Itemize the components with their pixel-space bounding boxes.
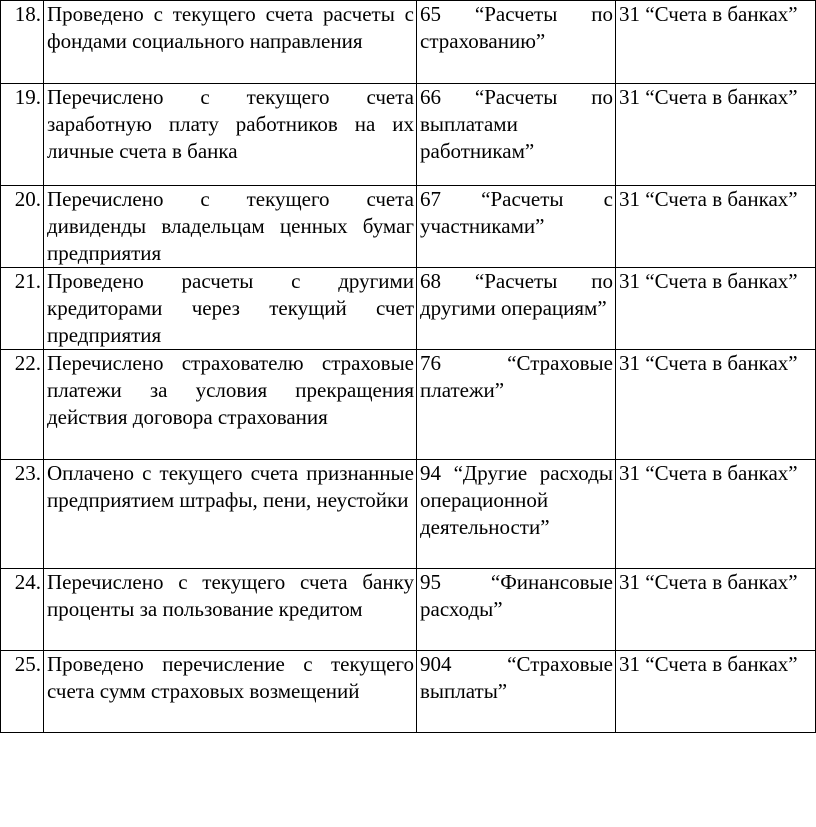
table-body: [1, 1, 816, 733]
credit-account: 31 “Счета в банках”: [616, 460, 816, 569]
credit-account: 31 “Счета в банках”: [616, 268, 816, 350]
table-row: [1, 350, 816, 460]
debit-account: 67 “Расчеты с участниками”: [417, 186, 616, 268]
operation-description: Перечислено с текущего счета дивиденды владельцам ценных бумаг предприятия: [44, 186, 417, 268]
operation-description: Перечислено с текущего счета банку проценты за пользование кредитом: [44, 569, 417, 651]
row-number: 19.: [1, 84, 44, 186]
row-number: 24.: [1, 569, 44, 651]
table-row: [1, 268, 816, 350]
row-number: 23.: [1, 460, 44, 569]
table-row: [1, 460, 816, 569]
debit-account: 65 “Расчеты по страхованию”: [417, 1, 616, 84]
row-number: 20.: [1, 186, 44, 268]
debit-account: 66 “Расчеты по выплатами работникам”: [417, 84, 616, 186]
credit-account: 31 “Счета в банках”: [616, 569, 816, 651]
operation-description: Перечислено с текущего счета заработную плату работников на их личные счета в банка: [44, 84, 417, 186]
credit-account: 31 “Счета в банках”: [616, 84, 816, 186]
debit-account: 904 “Страховые выплаты”: [417, 651, 616, 733]
debit-account: 76 “Страховые платежи”: [417, 350, 616, 460]
credit-account: 31 “Счета в банках”: [616, 186, 816, 268]
row-number: 21.: [1, 268, 44, 350]
table-row: [1, 84, 816, 186]
debit-account: 68 “Расчеты по другими операциям”: [417, 268, 616, 350]
debit-account: 95 “Финансовые расходы”: [417, 569, 616, 651]
table-row: [1, 1, 816, 84]
table-row: [1, 186, 816, 268]
operation-description: Проведено перечисление с текущего счета сумм страховых возмещений: [44, 651, 417, 733]
table-row: [1, 651, 816, 733]
credit-account: 31 “Счета в банках”: [616, 1, 816, 84]
operation-description: Проведено расчеты с другими кредиторами через текущий счет предприятия: [44, 268, 417, 350]
operation-description: Оплачено с текущего счета признанные предприятием штрафы, пени, неустойки: [44, 460, 417, 569]
row-number: 25.: [1, 651, 44, 733]
table-row: [1, 569, 816, 651]
credit-account: 31 “Счета в банках”: [616, 651, 816, 733]
debit-account: 94 “Другие расходы операционной деятельности”: [417, 460, 616, 569]
row-number: 18.: [1, 1, 44, 84]
row-number: 22.: [1, 350, 44, 460]
credit-account: 31 “Счета в банках”: [616, 350, 816, 460]
operation-description: Перечислено страхователю страховые платежи за условия прекращения действия договора страхования: [44, 350, 417, 460]
operation-description: Проведено с текущего счета расчеты с фондами социального направления: [44, 1, 417, 84]
